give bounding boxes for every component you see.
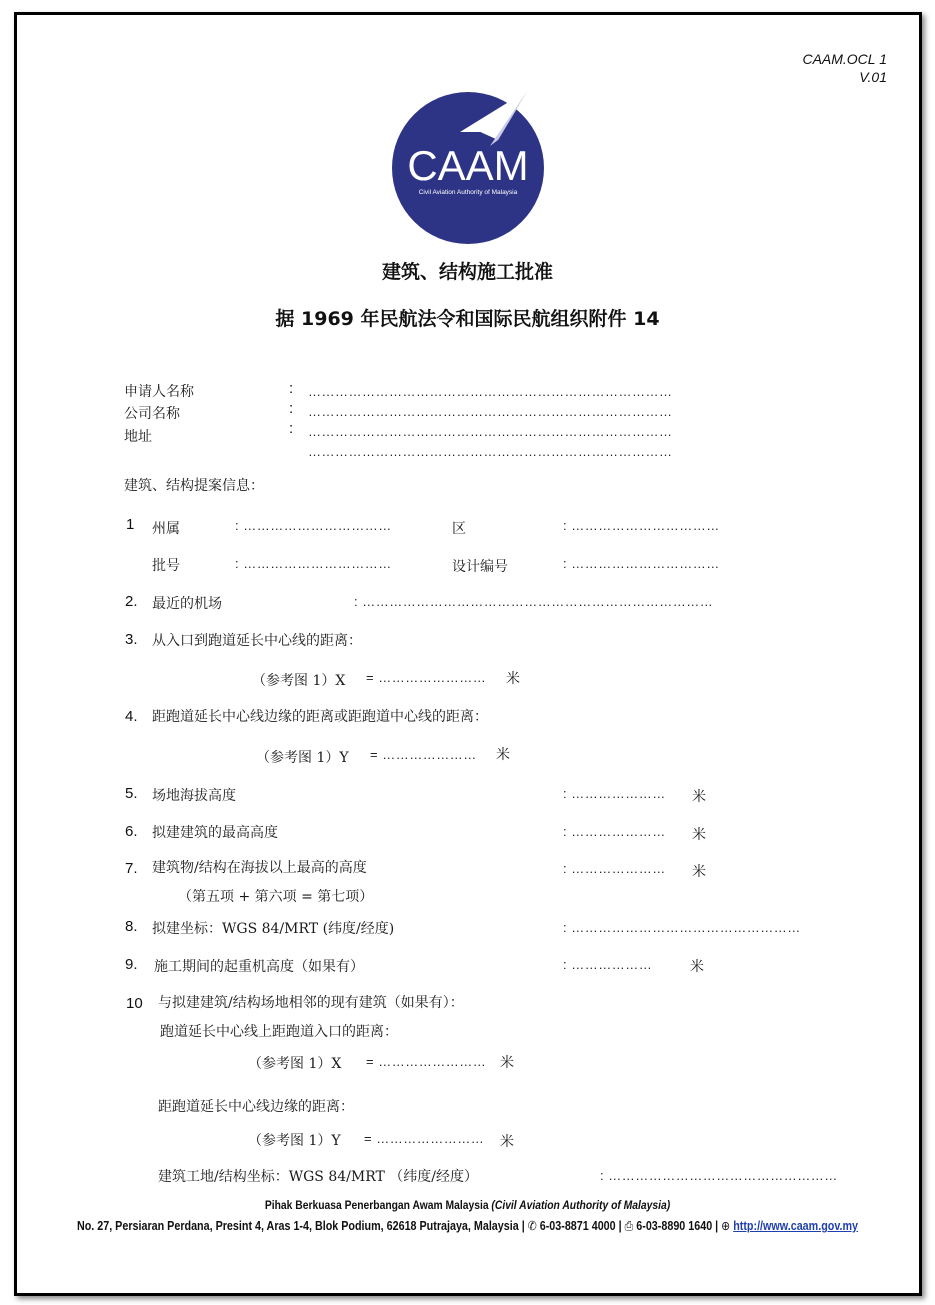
globe-icon: ⊕ [721, 1219, 731, 1233]
reference-x-label: （参考图 1）X [252, 673, 346, 689]
district-field[interactable]: : …………………………… [563, 518, 720, 533]
colon: : [289, 420, 294, 437]
proposal-heading: 建筑、结构提案信息： [124, 478, 264, 494]
footer-org-name: Pihak Berkuasa Penerbangan Awam Malaysia [264, 1198, 489, 1212]
state-field[interactable]: : …………………………… [235, 518, 392, 533]
building-height-label: 拟建建筑的最高高度 [152, 825, 278, 841]
site-coordinates-field[interactable]: : …………………………………………… [600, 1168, 838, 1183]
unit-label: 米 [500, 1055, 514, 1071]
doc-code-id: CAAM.OCL 1 [802, 51, 887, 67]
threshold-distance-sub-label: 跑道延长中心线上距跑道入口的距离： [160, 1024, 398, 1040]
nearest-airport-field[interactable]: : …………………………………………………………………… [354, 594, 714, 609]
district-label: 区 [452, 521, 466, 537]
footer-address: No. 27, Persiaran Perdana, Presint 4, Aras 1-4, Blok Podium, 62618 Putrajaya, Malaysia [76, 1219, 519, 1233]
fax-icon: ⎙ [624, 1219, 634, 1233]
max-amsl-height-note: （第五项 + 第六项 = 第七项） [178, 889, 374, 905]
site-elevation-field[interactable]: : ………………… [563, 786, 666, 801]
colon: : [289, 400, 294, 417]
website-link[interactable]: http://www.caam.gov.my [733, 1219, 859, 1233]
reference-x-label: （参考图 1）X [248, 1056, 342, 1072]
unit-label: 米 [500, 1134, 514, 1150]
item-number: 6. [125, 823, 138, 840]
distance-x-field[interactable]: = …………………… [366, 670, 487, 685]
nearest-airport-label: 最近的机场 [152, 596, 222, 612]
item-number: 1 [126, 516, 135, 533]
phone-icon: ✆ [527, 1219, 537, 1233]
item-number: 5. [125, 785, 138, 802]
doc-code [802, 50, 887, 86]
max-amsl-height-label: 建筑物/结构在海拔以上最高的高度 [152, 860, 367, 876]
site-elevation-label: 场地海拔高度 [152, 788, 236, 804]
building-height-field[interactable]: : ………………… [563, 824, 666, 839]
applicant-name-field[interactable]: ……………………………………………………………………… [308, 384, 673, 399]
doc-code-version: V.01 [859, 69, 887, 85]
colon: : [289, 380, 294, 397]
distance-y-field[interactable]: = ………………… [370, 747, 477, 762]
lot-label: 批号 [152, 558, 180, 574]
item-number: 8. [125, 918, 138, 935]
unit-label: 米 [692, 789, 706, 805]
svg-text:CAAM: CAAM [407, 142, 529, 189]
design-number-field[interactable]: : …………………………… [563, 556, 720, 571]
svg-text:Civil Aviation Authority of Ma: Civil Aviation Authority of Malaysia [418, 189, 518, 196]
applicant-name-label: 申请人名称 [124, 384, 194, 400]
proposed-coordinates-field[interactable]: : …………………………………………… [563, 920, 801, 935]
centreline-edge-distance-label: 距跑道延长中心线边缘的距离： [158, 1099, 354, 1115]
adjacent-distance-y-field[interactable]: = …………………… [364, 1131, 485, 1146]
address-label: 地址 [124, 429, 152, 445]
item-number: 10 [126, 995, 143, 1012]
unit-label: 米 [496, 747, 510, 763]
item-number: 9. [125, 956, 138, 973]
footer-fax: 6-03-8890 1640 [636, 1219, 713, 1233]
footer-organisation [65, 1198, 869, 1212]
company-name-label: 公司名称 [124, 406, 180, 422]
item-number: 4. [125, 708, 138, 725]
company-name-field[interactable]: ……………………………………………………………………… [308, 404, 673, 419]
crane-height-label: 施工期间的起重机高度（如果有） [154, 959, 364, 975]
reference-y-label: （参考图 1）Y [256, 750, 349, 766]
footer-contact: No. 27, Persiaran Perdana, Presint 4, Aras 1-4, Blok Podium, 62618 Putrajaya, Malaysia | ✆ 6-03-8871 4000 | ⎙ 6-03-8890 1640 | ⊕ http://www.caam.gov.my [76, 1219, 859, 1233]
caam-logo [390, 88, 546, 244]
proposed-coordinates-label: 拟建坐标：WGS 84/MRT (纬度/经度) [152, 921, 395, 937]
crane-height-field[interactable]: : ……………… [563, 957, 653, 972]
threshold-distance-label: 从入口到跑道延长中心线的距离： [152, 633, 362, 649]
adjacent-buildings-label: 与拟建建筑/结构场地相邻的现有建筑（如果有）： [158, 995, 464, 1011]
footer-phone: 6-03-8871 4000 [539, 1219, 616, 1233]
title-line1: 建筑、结构施工批准 [381, 261, 553, 283]
unit-label: 米 [690, 959, 704, 975]
state-label: 州属 [152, 521, 180, 537]
design-number-label: 设计编号 [452, 559, 508, 575]
address-field-line1[interactable]: ……………………………………………………………………… [308, 424, 673, 439]
item-number: 3. [125, 631, 138, 648]
unit-label: 米 [506, 671, 520, 687]
site-coordinates-label: 建筑工地/结构坐标：WGS 84/MRT （纬度/经度） [158, 1169, 478, 1185]
title-line2: 据 1969 年民航法令和国际民航组织附件 14 [275, 308, 660, 330]
item-number: 7. [125, 860, 138, 877]
footer-org-english: (Civil Aviation Authority of Malaysia) [491, 1198, 671, 1212]
reference-y-label: （参考图 1）Y [248, 1133, 341, 1149]
centreline-distance-label: 距跑道延长中心线边缘的距离或距跑道中心线的距离： [152, 709, 488, 725]
max-amsl-height-field[interactable]: : ………………… [563, 861, 666, 876]
lot-field[interactable]: : …………………………… [235, 556, 392, 571]
address-field-line2[interactable]: ……………………………………………………………………… [308, 444, 673, 459]
adjacent-distance-x-field[interactable]: = …………………… [366, 1054, 487, 1069]
unit-label: 米 [692, 864, 706, 880]
unit-label: 米 [692, 827, 706, 843]
item-number: 2. [125, 593, 138, 610]
